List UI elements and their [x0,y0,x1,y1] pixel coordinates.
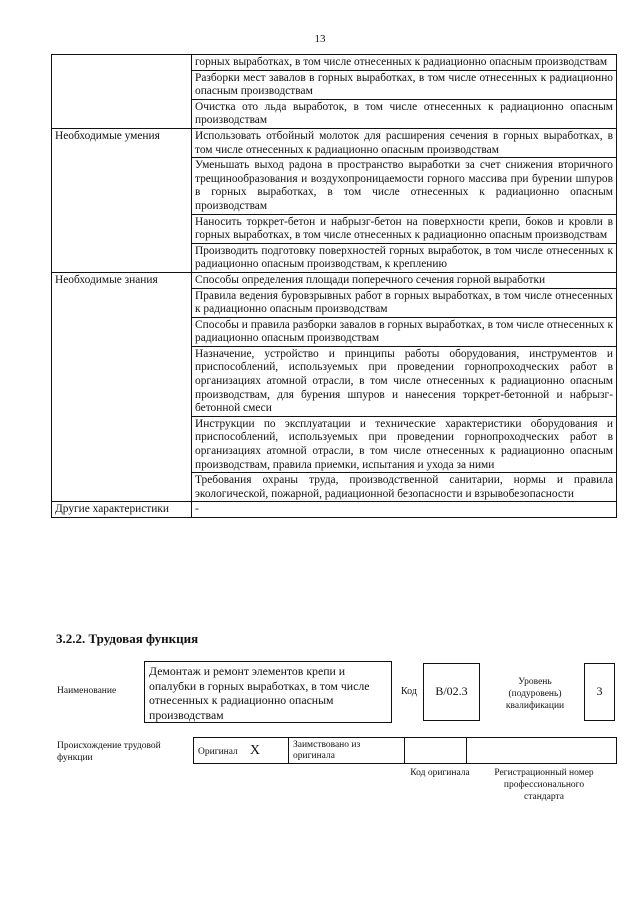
code-label: Код [401,686,417,697]
row-content: Правила ведения буровзрывных работ в горных выработках, в том числе отнесенных к радиационно опасным производствам [192,288,617,317]
row-content: горных выработках, в том числе отнесенных к радиационно опасным производствам [192,55,617,71]
row-label: Другие характеристики [52,502,192,518]
table-row [52,55,617,71]
section-heading: 3.2.2. Трудовая функция [56,631,199,646]
row-content: Инструкции по эксплуатации и технические характеристики оборудования и приспособлений, используемых при проведении горнопроходческих работ в организациях атомной отрасли, в том числе отнесенных к радиационно опасным производствам, правила приемки, испытания и ухода за ними [192,416,617,472]
name-label: Наименование [57,686,117,696]
row-content: Требования охраны труда, производственной санитарии, нормы и правила экологической, пожарной, радиационной безопасности и взрывобезопасности [192,473,617,502]
qualification-level-field: 3 [584,663,615,721]
original-cell [194,738,289,764]
origin-table [193,737,617,764]
original-code-label: Код оригинала [410,768,470,778]
page-number: 13 [314,33,326,45]
row-content: Разборки мест завалов в горных выработках, в том числе отнесенных к радиационно опасным производствам [192,70,617,99]
row-content: Назначение, устройство и принципы работы оборудования, инструментов и приспособлений, используемых при проведении горнопроходческих работ в организациях атомной отрасли, в том числе отнесенных к радиационно опасным производствам, для бурения шпуров и нанесения торкрет-бетонной и набрызг-бетонной смеси [192,346,617,416]
table-row [52,272,617,288]
qualification-level-label: Уровень (подуровень) квалификации [505,677,565,711]
row-label: Необходимые знания [52,272,192,502]
row-content: Наносить торкрет-бетон и набрызг-бетон на поверхности крепи, боков и кровли в горных выработках, в том числе отнесенных к радиационно опасным производствам [192,214,617,243]
row-content: Способы и правила разборки завалов в горных выработках, в том числе отнесенных к радиационно опасным производствам [192,317,617,346]
table-row [52,128,617,157]
row-content: Использовать отбойный молоток для расширения сечения в горных выработках, в том числе отнесенных к радиационно опасным производствам [192,128,617,157]
row-content: Способы определения площади поперечного сечения горной выработки [192,272,617,288]
origin-label: Происхождение трудовой функции [57,741,161,763]
row-content: Производить подготовку поверхностей горных выработок, в том числе отнесенных к радиационно опасным производствам, к креплению [192,243,617,272]
original-label: Оригинал [198,746,238,757]
row-label [52,55,192,129]
row-content: Уменьшать выход радона в пространство выработки за счет снижения вторичного трещинообразования и воздухопроницаемости горного массива при бурении шпуров в горных выработках, в том числе отнесенных к радиационно опасным производствам [192,158,617,214]
original-mark: X [249,742,260,758]
function-code-field: В/02.3 [423,663,480,721]
requirements-table [51,54,617,518]
borrowed-cell [289,738,405,764]
original-code-cell [405,738,467,764]
registration-number-cell [467,738,617,764]
row-label: Необходимые умения [52,128,192,272]
row-content: Очистка ото льда выработок, в том числе отнесенных к радиационно опасным производствам [192,99,617,128]
borrowed-label: Заимствовано из оригинала [293,739,361,761]
requirements-table-body [52,55,617,518]
registration-number-label: Регистрационный номер профессионального стандарта [494,768,594,802]
table-row [52,502,617,518]
function-name-field: Демонтаж и ремонт элементов крепи и опалубки в горных выработках, в том числе отнесенных к радиационно опасным производствам [144,661,392,723]
row-content: - [192,502,617,518]
